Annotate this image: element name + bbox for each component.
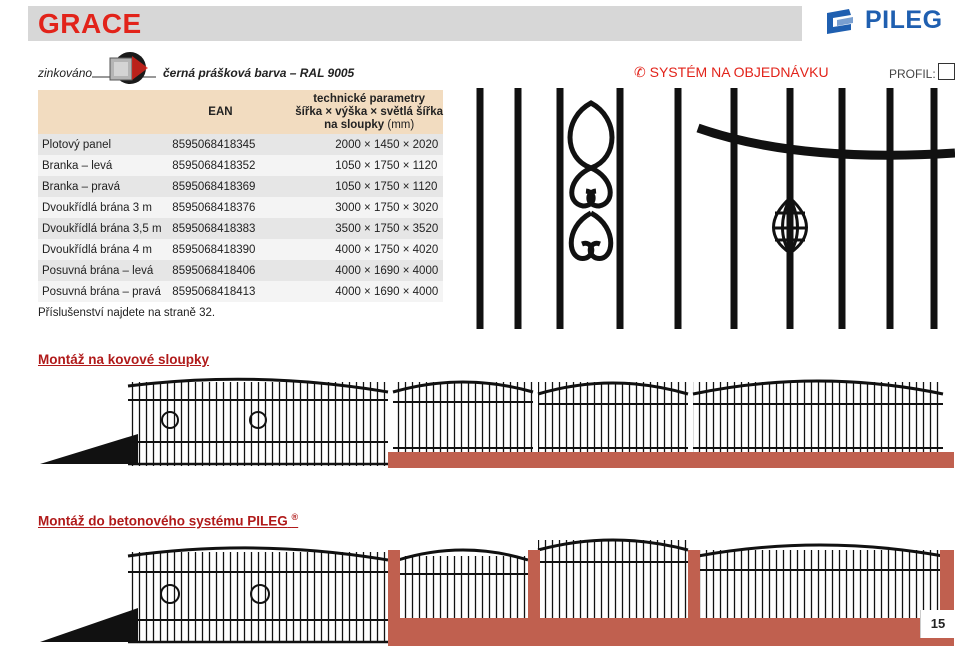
row-params: 4000 × 1690 × 4000 [291, 281, 443, 302]
row-ean: 8595068418390 [168, 239, 291, 260]
row-ean: 8595068418376 [168, 197, 291, 218]
product-table [38, 90, 443, 302]
order-system-label: SYSTÉM NA OBJEDNÁVKU [649, 64, 829, 80]
table-row [38, 260, 443, 281]
row-ean: 8595068418413 [168, 281, 291, 302]
row-ean: 8595068418383 [168, 218, 291, 239]
header-params [291, 90, 443, 134]
row-name: Posuvná brána – pravá [38, 281, 168, 302]
header-params-line2: šířka × výška × světlá šířka [295, 105, 443, 118]
row-name: Branka – pravá [38, 176, 168, 197]
row-params: 4000 × 1750 × 4020 [291, 239, 443, 260]
header-params-line3-wrap [295, 119, 443, 132]
header-params-line1: technické parametry [313, 92, 426, 105]
profil-checkbox[interactable] [938, 63, 955, 80]
title-bar [28, 6, 802, 41]
phone-icon: ✆ [634, 64, 646, 80]
section-metal-posts: Montáž na kovové sloupky [38, 352, 210, 367]
row-name: Branka – levá [38, 155, 168, 176]
table-row [38, 134, 443, 155]
row-ean: 8595068418369 [168, 176, 291, 197]
table-row [38, 155, 443, 176]
row-name: Dvoukřídlá brána 3 m [38, 197, 168, 218]
order-system [634, 64, 829, 81]
table-row [38, 218, 443, 239]
row-name: Plotový panel [38, 134, 168, 155]
fence-detail-photo [468, 88, 955, 329]
row-params: 3500 × 1750 × 3520 [291, 218, 443, 239]
row-name: Dvoukřídlá brána 3,5 m [38, 218, 168, 239]
profil-label: PROFIL: [889, 67, 936, 81]
row-ean: 8595068418345 [168, 134, 291, 155]
fence-drawing-metal-posts [38, 372, 954, 468]
fence-drawing-concrete-system [38, 530, 954, 646]
finish-swatch-icon [92, 50, 156, 90]
section-concrete-system-label: Montáž do betonového systému PILEG [38, 513, 288, 529]
accessories-note: Příslušenství najdete na straně 32. [38, 307, 216, 319]
paint-label: černá prášková barva – RAL 9005 [163, 66, 355, 80]
row-params: 4000 × 1690 × 4000 [291, 260, 443, 281]
page-number: 15 [920, 610, 955, 638]
header-params-unit: (mm) [387, 118, 415, 131]
row-ean: 8595068418352 [168, 155, 291, 176]
table-row [38, 281, 443, 302]
row-ean: 8595068418406 [168, 260, 291, 281]
row-params: 3000 × 1750 × 3020 [291, 197, 443, 218]
page-title: GRACE [38, 8, 142, 39]
table-row [38, 239, 443, 260]
zinc-label: zinkováno [38, 66, 93, 80]
row-name: Posuvná brána – levá [38, 260, 168, 281]
table-row [38, 197, 443, 218]
row-params: 1050 × 1750 × 1120 [291, 155, 443, 176]
section-concrete-system [38, 512, 298, 529]
registered-mark: ® [291, 512, 299, 522]
table-row [38, 176, 443, 197]
header-name-cell [38, 90, 168, 134]
row-name: Dvoukřídlá brána 4 m [38, 239, 168, 260]
brand-name: PILEG [865, 6, 943, 34]
table-header-row [38, 90, 443, 134]
header-ean: EAN [168, 90, 291, 134]
row-params: 2000 × 1450 × 2020 [291, 134, 443, 155]
header-params-line3: na sloupky [324, 118, 385, 131]
row-params: 1050 × 1750 × 1120 [291, 176, 443, 197]
